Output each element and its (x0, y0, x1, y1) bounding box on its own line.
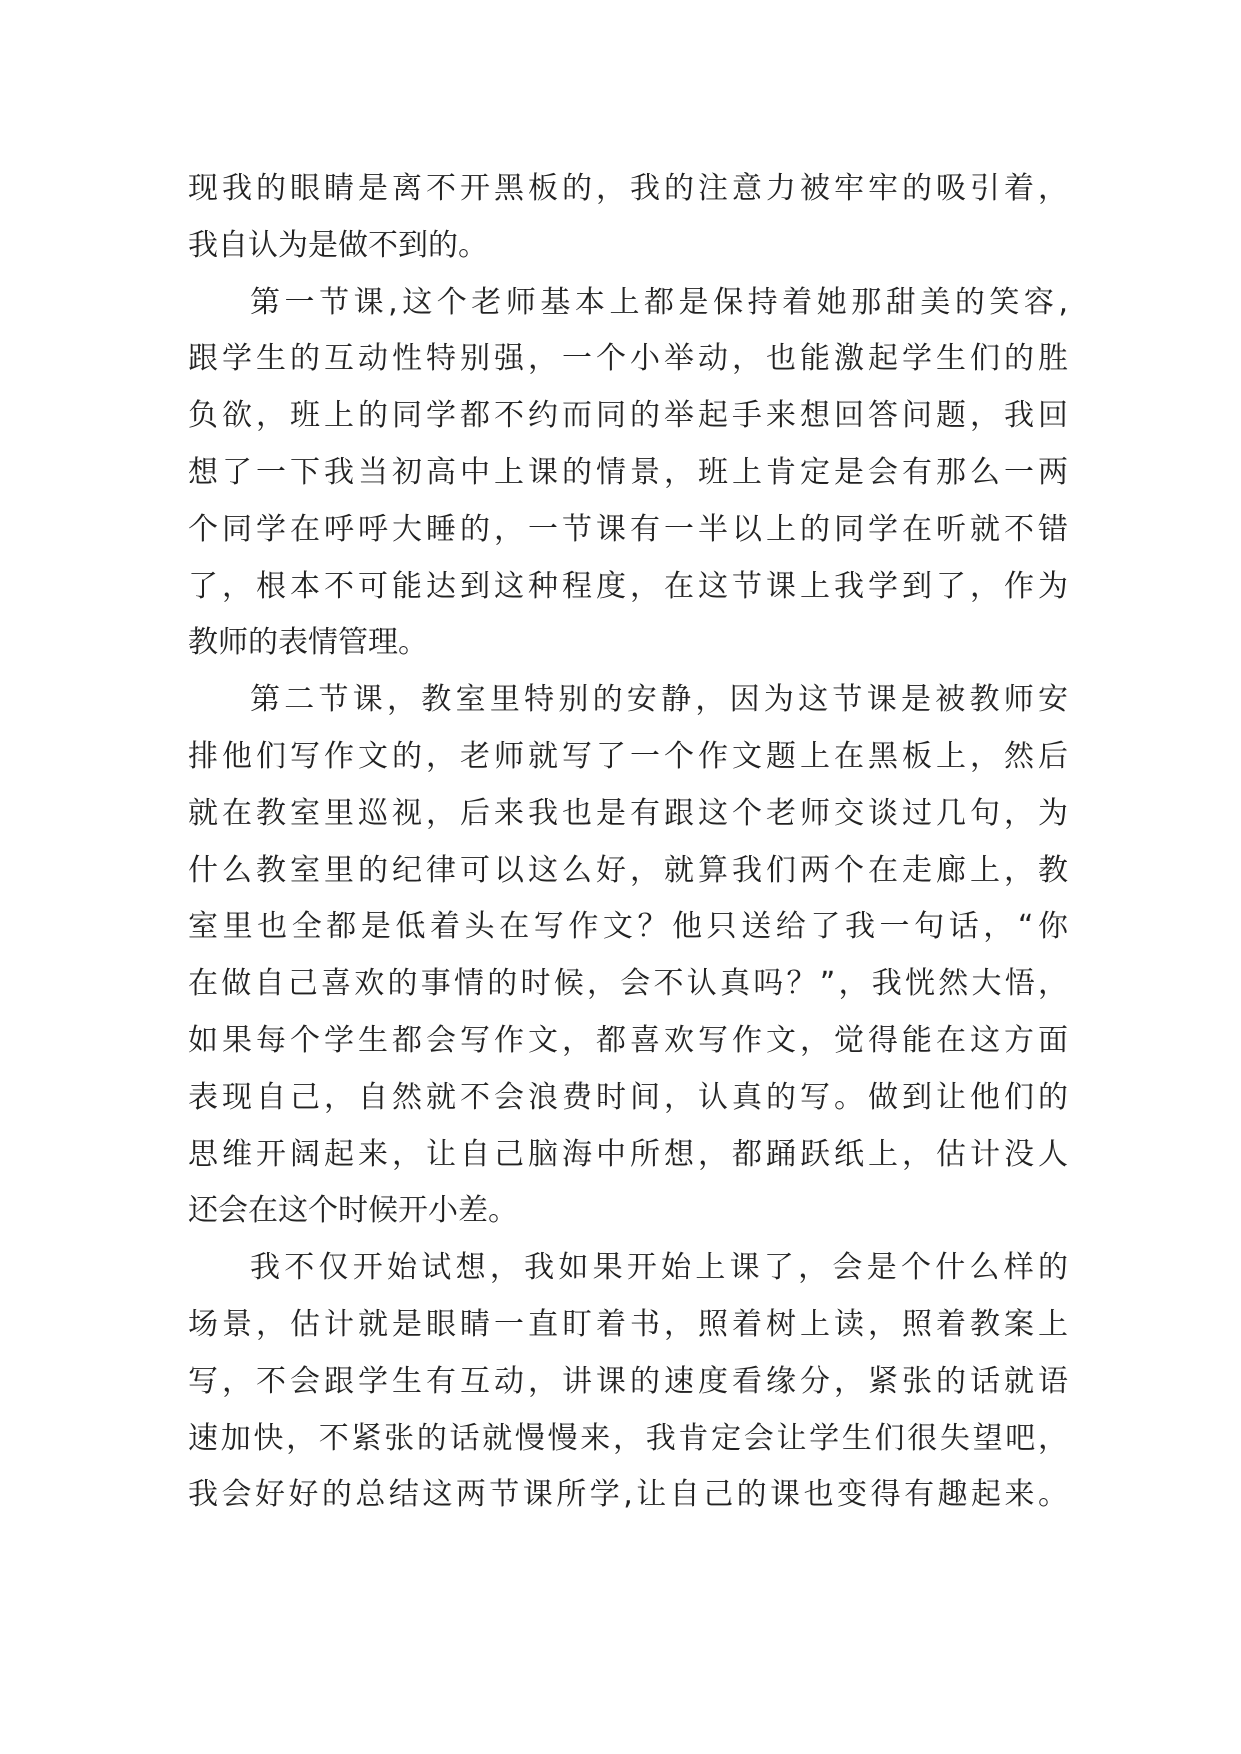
text-line: 跟学生的互动性特别强，一个小举动，也能激起学生们的胜 (188, 341, 1068, 377)
text-line: 了，根本不可能达到这种程度，在这节课上我学到了，作为 (188, 568, 1068, 604)
text-line: 我会好好的总结这两节课所学,让自己的课也变得有趣起来。 (188, 1477, 1068, 1513)
paragraph-first-line: 第二节课，教室里特别的安静，因为这节课是被教师安 (250, 682, 1068, 718)
text-line: 思维开阔起来，让自己脑海中所想，都踊跃纸上，估计没人 (188, 1136, 1068, 1172)
paragraph-first-line: 第一节课,这个老师基本上都是保持着她那甜美的笑容, (250, 284, 1068, 320)
text-line: 速加快，不紧张的话就慢慢来，我肯定会让学生们很失望吧， (188, 1420, 1068, 1456)
text-line: 如果每个学生都会写作文，都喜欢写作文，觉得能在这方面 (188, 1022, 1068, 1058)
text-line: 就在教室里巡视，后来我也是有跟这个老师交谈过几句，为 (188, 795, 1068, 831)
text-line: 现我的眼睛是离不开黑板的，我的注意力被牢牢的吸引着， (188, 171, 1068, 206)
text-line: 在做自己喜欢的事情的时候，会不认真吗？”，我恍然大悟， (188, 966, 1068, 1002)
body-text (188, 161, 1068, 1524)
text-line: 我自认为是做不到的。 (188, 227, 488, 263)
text-line: 个同学在呼呼大睡的，一节课有一半以上的同学在听就不错 (188, 511, 1068, 547)
paragraph-first-line: 我不仅开始试想，我如果开始上课了，会是个什么样的 (250, 1250, 1068, 1286)
text-line: 表现自己，自然就不会浪费时间，认真的写。做到让他们的 (188, 1079, 1068, 1115)
text-line: 还会在这个时候开小差。 (188, 1193, 518, 1229)
text-line: 写，不会跟学生有互动，讲课的速度看缘分，紧张的话就语 (188, 1363, 1068, 1399)
text-line: 排他们写作文的，老师就写了一个作文题上在黑板上，然后 (188, 738, 1068, 774)
text-line: 教师的表情管理。 (188, 625, 428, 661)
text-line: 负欲，班上的同学都不约而同的举起手来想回答问题，我回 (188, 398, 1068, 434)
text-line: 什么教室里的纪律可以这么好，就算我们两个在走廊上，教 (188, 852, 1068, 888)
text-line: 场景，估计就是眼睛一直盯着书，照着树上读，照着教案上 (188, 1306, 1068, 1342)
text-line: 想了一下我当初高中上课的情景，班上肯定是会有那么一两 (188, 454, 1068, 490)
text-line: 室里也全都是低着头在写作文？他只送给了我一句话，“你 (188, 909, 1068, 945)
